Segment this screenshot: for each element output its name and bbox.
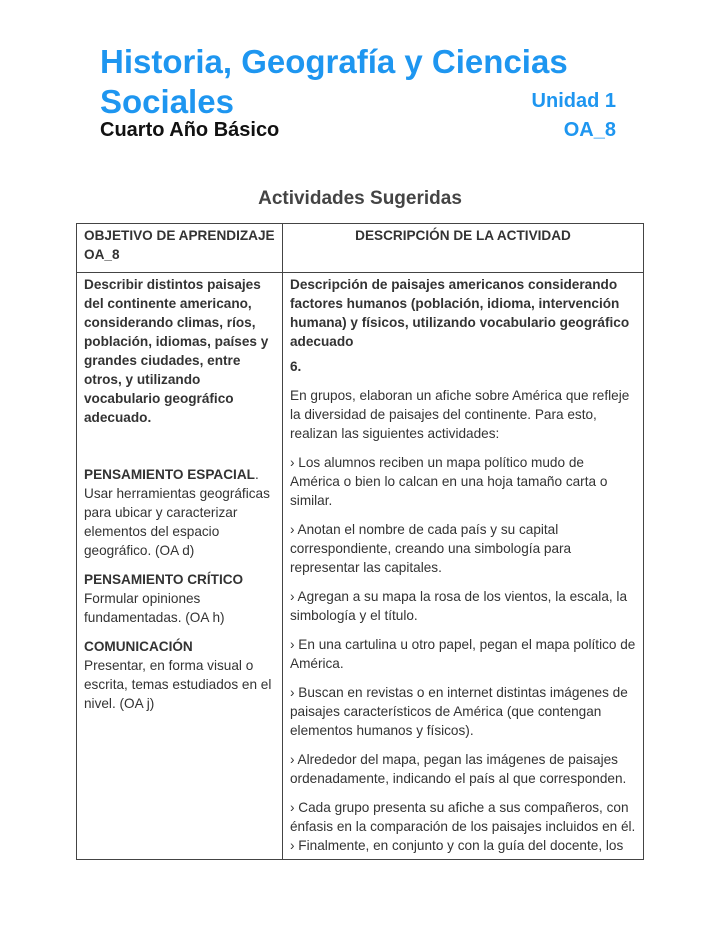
skill-title: COMUNICACIÓN [84, 639, 193, 654]
table-header-row [77, 224, 644, 273]
description-cell [283, 273, 644, 860]
list-item: › Finalmente, en conjunto y con la guía del docente, los [290, 838, 624, 853]
skill-spatial [84, 465, 275, 560]
activity-number: 6. [290, 359, 302, 374]
unit-label: Unidad 1 [531, 90, 616, 112]
list-item: › Alrededor del mapa, pegan las imágenes de paisajes ordenadamente, indicando el país al que corresponden. [290, 752, 627, 786]
oa-label: OA_8 [563, 119, 616, 141]
list-item: › En una cartulina u otro papel, pegan el mapa político de América. [290, 637, 636, 671]
objective-header: OBJETIVO DE APRENDIZAJE OA_8 [77, 224, 283, 273]
description-title: Descripción de paisajes americanos considerando factores humanos (población, idioma, intervención humana) y físicos, utilizando vocabulario geográfico adecuado [290, 277, 630, 349]
description-header: DESCRIPCIÓN DE LA ACTIVIDAD [283, 224, 644, 273]
skill-text: Presentar, en forma visual o escrita, temas estudiados en el nivel. (OA j) [84, 658, 272, 711]
section-title: Actividades Sugeridas [258, 188, 462, 209]
list-item: › Anotan el nombre de cada país y su capital correspondiente, creando una simbología para representar las capitales. [290, 522, 572, 575]
subject-title: Historia, Geografía y Ciencias Sociales [100, 43, 568, 120]
list-item: › Agregan a su mapa la rosa de los vientos, la escala, la simbología y el título. [290, 589, 628, 623]
list-item: › Los alumnos reciben un mapa político mudo de América o bien lo calcan en una hoja tamaño carta o similar. [290, 455, 608, 508]
skill-critical [84, 570, 275, 627]
skill-communication [84, 637, 275, 713]
activity-intro: En grupos, elaboran un afiche sobre América que refleje la diversidad de paisajes del continente. Para esto, realizan las siguientes actividades: [290, 388, 630, 441]
skill-text: . Usar herramientas geográficas para ubicar y caracterizar elementos del espacio geográfico. (OA d) [84, 467, 270, 558]
objective-cell [77, 273, 283, 860]
table-row [77, 273, 644, 860]
list-item: › Cada grupo presenta su afiche a sus compañeros, con énfasis en la comparación de los paisajes incluidos en él. [290, 800, 636, 834]
skill-title: PENSAMIENTO CRÍTICO [84, 572, 244, 587]
objective-text: Describir distintos paisajes del continente americano, considerando climas, ríos, población, idiomas, países y grandes ciudades, entre otros, y utilizando vocabulario geográfico adecuado. [84, 277, 269, 425]
activities-table [76, 223, 644, 860]
list-item: › Buscan en revistas o en internet distintas imágenes de paisajes característicos de América (que contengan elementos humanos y físicos). [290, 685, 628, 738]
skill-text: Formular opiniones fundamentadas. (OA h) [84, 591, 225, 625]
skill-title: PENSAMIENTO ESPACIAL [84, 467, 255, 482]
grade-label: Cuarto Año Básico [100, 119, 280, 141]
